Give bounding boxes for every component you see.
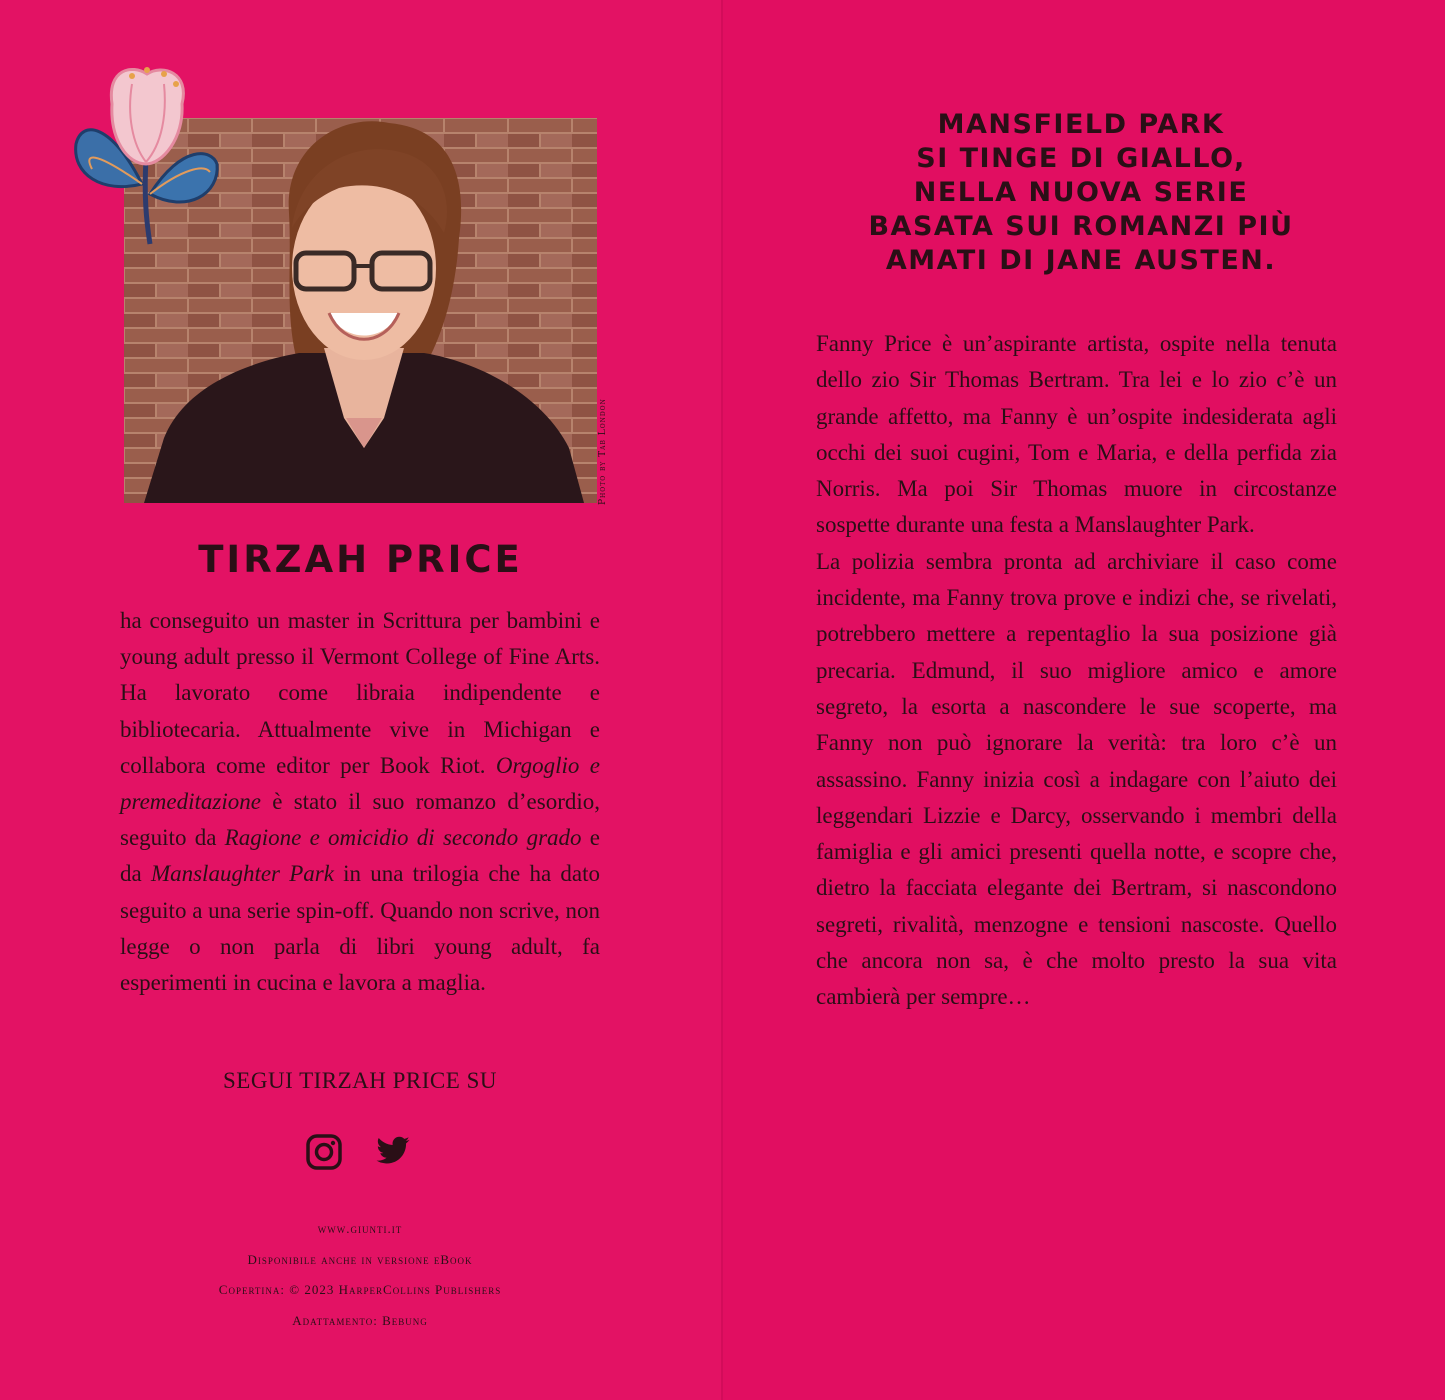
cover-credit: Copertina: © 2023 HarperCollins Publishers	[218, 1282, 502, 1297]
headline-line: MANSFIELD PARK	[937, 109, 1225, 140]
bio-text: in una trilogia che ha dato seguito a una serie spin-off. Quando non scrive, non legge o non parla di libri young adult, fa esperimenti in cucina e lavora a maglia.	[120, 861, 600, 996]
follow-label: SEGUI TIRZAH PRICE SU	[223, 1068, 497, 1093]
author-bio	[120, 603, 600, 1001]
publisher-credits	[120, 1214, 600, 1336]
headline	[800, 108, 1362, 278]
synopsis-paragraph: Fanny Price è un’aspirante artista, ospite nella tenuta dello zio Sir Thomas Bertram. Tra lei e lo zio c’è un grande affetto, ma Fanny è un’ospite indesiderata agli occhi dei suoi cugini, Tom e Maria, e della perfida zia Norris. Ma poi Sir Thomas muore in circostanze sospette durante una festa a Manslaughter Park.	[816, 331, 1337, 538]
headline-line: SI TINGE DI GIALLO,	[916, 143, 1246, 174]
twitter-icon[interactable]	[373, 1133, 413, 1173]
publisher-website[interactable]: www.giunti.it	[317, 1221, 403, 1236]
book-title-1: Orgoglio e premeditazione	[120, 752, 600, 815]
headline-line: BASATA SUI ROMANZI PIÙ	[868, 211, 1294, 242]
synopsis-paragraph: La polizia sembra pronta ad archiviare il caso come incidente, ma Fanny trova prove e indizi che, se rivelati, potrebbero mettere a repentaglio la sua posizione già precaria. Edmund, il suo migliore amico e amore segreto, la esorta a nascondere le sue scoperte, ma Fanny non può ignorare la verità: tra loro c’è un assassino. Fanny inizia così a indagare con l’aiuto dei leggendari Lizzie e Darcy, osservando i membri della famiglia e gli amici presenti quella notte, e scopre che, dietro la facciata elegante dei Bertram, si nascondono segreti, rivalità, menzogne e tensioni nascoste. Quello che ancora non sa, è che molto presto la sua vita cambierà per sempre…	[816, 548, 1337, 1010]
instagram-icon[interactable]	[305, 1133, 343, 1175]
adaptation-credit: Adattamento: Bebung	[292, 1312, 428, 1328]
embroidered-flower-illustration	[72, 64, 222, 249]
headline-line: AMATI DI JANE AUSTEN.	[885, 245, 1277, 276]
ebook-note: Disponibile anche in versione eBook	[247, 1251, 473, 1267]
book-title-2: Ragione e omicidio di secondo grado	[224, 825, 582, 851]
bio-text: e da	[120, 825, 600, 887]
bio-text: è stato il suo romanzo d’esordio, seguito da	[120, 789, 600, 851]
author-name: TIRZAH PRICE	[198, 538, 523, 581]
synopsis	[816, 326, 1337, 1016]
bio-text: ha conseguito un master in Scrittura per bambini e young adult presso il Vermont College of Fine Arts. Ha lavorato come libraia indipendente e bibliotecaria. Attualmente vive in Michigan e collabora come editor per Book Riot.	[120, 608, 600, 778]
social-links	[305, 1133, 415, 1173]
headline-line: NELLA NUOVA SERIE	[913, 177, 1249, 208]
fold-line	[721, 0, 723, 1400]
book-title-3: Manslaughter Park	[150, 861, 334, 887]
photo-credit: Photo by Tab London	[598, 398, 608, 505]
